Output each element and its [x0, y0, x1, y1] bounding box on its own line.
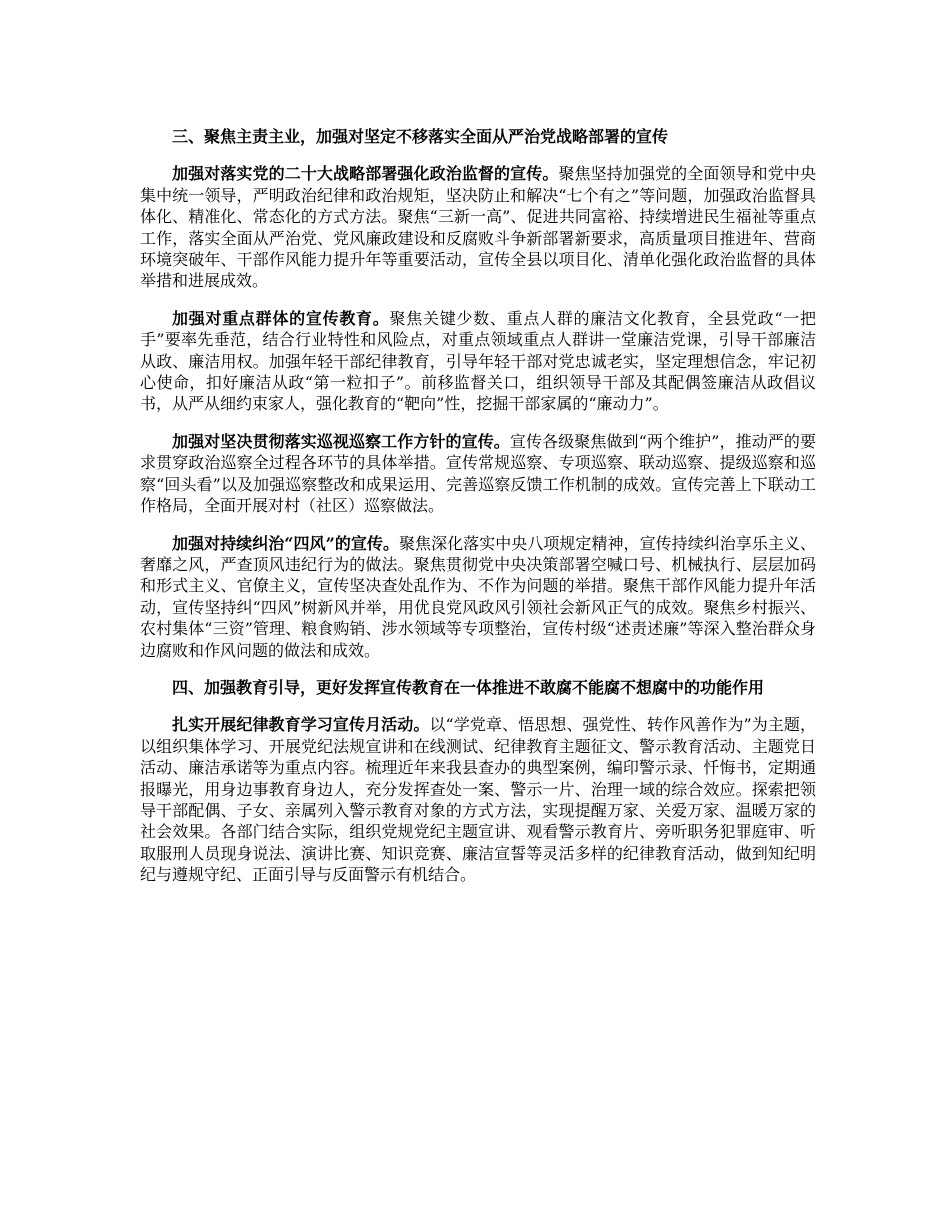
paragraph-inspection	[140, 431, 816, 517]
paragraph-four-styles	[140, 533, 816, 661]
paragraph-lead: 加强对落实党的二十大战略部署强化政治监督的宣传。	[172, 164, 559, 184]
paragraph-body: 聚焦坚持加强党的全面领导和党中央集中统一领导，严明政治纪律和政治规矩，坚决防止和解决“七个有之”等问题，加强政治监督具体化、精准化、常态化的方式方法。聚焦“三新一高”、促进共同富裕、持续增进民生福祉等重点工作，落实全面从严治党、党风廉政建设和反腐败斗争新部署新要求，高质量项目推进年、营商环境突破年、干部作风能力提升年等重要活动，宣传全县以项目化、清单化强化政治监督的具体举措和进展成效。	[140, 164, 816, 291]
paragraph-political-supervision	[140, 163, 816, 291]
section-heading-4: 四、加强教育引导，更好发挥宣传教育在一体推进不敢腐不能腐不想腐中的功能作用	[172, 677, 765, 697]
paragraph-body: 以“学党章、悟思想、强党性、转作风善作为”为主题，以组织集体学习、开展党纪法规宣讲和在线测试、纪律教育主题征文、警示教育活动、主题党日活动、廉洁承诺等为重点内容。梳理近年来我县查办的典型案例，编印警示录、忏悔书，定期通报曝光，用身边事教育身边人，充分发挥查处一案、警示一片、治理一域的综合效应。探索把领导干部配偶、子女、亲属列入警示教育对象的方式方法，实现提醒万家、关爱万家、温暖万家的社会效果。各部门结合实际，组织党规党纪主题宣讲、观看警示教育片、旁听职务犯罪庭审、听取服刑人员现身说法、演讲比赛、知识竞赛、廉洁宣誓等灵活多样的纪律教育活动，做到知纪明纪与遵规守纪、正面引导与反面警示有机结合。	[140, 715, 816, 885]
paragraph-lead: 扎实开展纪律教育学习宣传月活动。	[172, 715, 430, 735]
paragraph-body: 宣传各级聚焦做到“两个维护”，推动严的要求贯穿政治巡察全过程各环节的具体举措。宣传常规巡察、专项巡察、联动巡察、提级巡察和巡察“回头看”以及加强巡察整改和成果运用、完善巡察反馈工作机制的成效。宣传完善上下联动工作格局，全面开展对村（社区）巡察做法。	[140, 431, 816, 516]
paragraph-lead: 加强对持续纠治“四风”的宣传。	[172, 533, 399, 553]
paragraph-lead: 加强对坚决贯彻落实巡视巡察工作方针的宣传。	[172, 431, 510, 451]
section-heading-3: 三、聚焦主责主业，加强对坚定不移落实全面从严治党战略部署的宣传	[172, 127, 669, 146]
paragraph-discipline-month	[140, 714, 816, 885]
document-page	[140, 126, 816, 902]
paragraph-body: 聚焦深化落实中央八项规定精神，宣传持续纠治享乐主义、奢靡之风，严查顶风违纪行为的做法。聚焦贯彻党中央决策部署空喊口号、机械执行、层层加码和形式主义、官僚主义，宣传坚决查处乱作为、不作为问题的举措。聚焦干部作风能力提升年活动，宣传坚持纠“四风”树新风并举，用优良党风政风引领社会新风正气的成效。聚焦乡村振兴、农村集体“三资”管理、粮食购销、涉水领域等专项整治，宣传村级“述责述廉”等深入整治群众身边腐败和作风问题的做法和成效。	[140, 533, 816, 660]
paragraph-body: 聚焦关键少数、重点人群的廉洁文化教育，全县党政“一把手”要率先垂范，结合行业特性和风险点，对重点领域重点人群讲一堂廉洁党课，引导干部廉洁从政、廉洁用权。加强年轻干部纪律教育，引导年轻干部对党忠诚老实，坚定理想信念，牢记初心使命，扣好廉洁从政“第一粒扣子”。前移监督关口，组织领导干部及其配偶签廉洁从政倡议书，从严从细约束家人，强化教育的“靶向”性，挖掘干部家属的“廉动力”。	[140, 308, 816, 414]
paragraph-lead: 加强对重点群体的宣传教育。	[172, 308, 390, 328]
paragraph-key-groups	[140, 308, 816, 415]
